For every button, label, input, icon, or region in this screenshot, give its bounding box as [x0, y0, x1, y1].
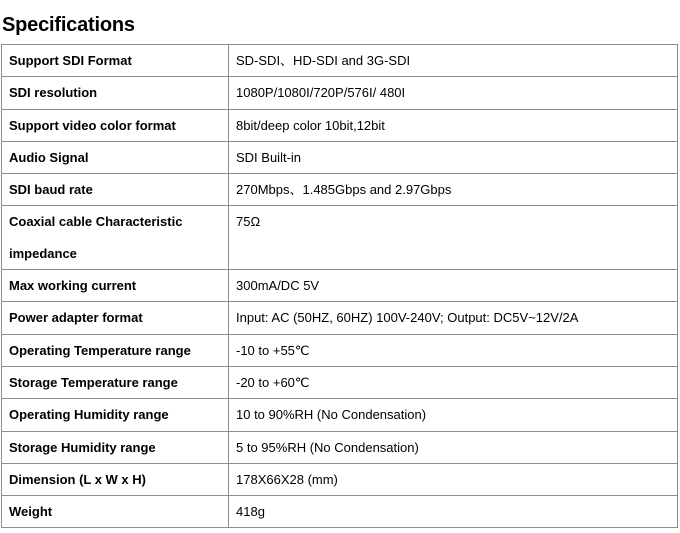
spec-value: 10 to 90%RH (No Condensation) — [229, 399, 678, 431]
spec-label: Max working current — [2, 270, 229, 302]
spec-label: Weight — [2, 496, 229, 528]
spec-label: Dimension (L x W x H) — [2, 463, 229, 495]
spec-value: -20 to +60℃ — [229, 366, 678, 398]
table-row — [2, 206, 678, 270]
spec-value: 178X66X28 (mm) — [229, 463, 678, 495]
table-row — [2, 77, 678, 109]
spec-label: Support SDI Format — [2, 45, 229, 77]
spec-label — [2, 206, 229, 270]
table-row — [2, 463, 678, 495]
table-row — [2, 45, 678, 77]
spec-value: 8bit/deep color 10bit,12bit — [229, 109, 678, 141]
table-row — [2, 399, 678, 431]
spec-label: Operating Temperature range — [2, 334, 229, 366]
spec-label: Power adapter format — [2, 302, 229, 334]
spec-value: 270Mbps、1.485Gbps and 2.97Gbps — [229, 174, 678, 206]
spec-value: SDI Built-in — [229, 141, 678, 173]
table-row — [2, 141, 678, 173]
spec-value: 300mA/DC 5V — [229, 270, 678, 302]
table-row — [2, 431, 678, 463]
spec-value: 1080P/1080I/720P/576I/ 480I — [229, 77, 678, 109]
table-row — [2, 174, 678, 206]
table-row — [2, 109, 678, 141]
spec-value: Input: AC (50HZ, 60HZ) 100V-240V; Output: DC5V~12V/2A — [229, 302, 678, 334]
spec-label: Audio Signal — [2, 141, 229, 173]
spec-label: Storage Temperature range — [2, 366, 229, 398]
spec-label: Storage Humidity range — [2, 431, 229, 463]
spec-value: 75Ω — [229, 206, 678, 270]
table-row — [2, 302, 678, 334]
spec-label: Operating Humidity range — [2, 399, 229, 431]
spec-value: 5 to 95%RH (No Condensation) — [229, 431, 678, 463]
table-row — [2, 496, 678, 528]
spec-label: Support video color format — [2, 109, 229, 141]
spec-label-line: impedance — [9, 245, 77, 261]
spec-value: 418g — [229, 496, 678, 528]
spec-label: SDI baud rate — [2, 174, 229, 206]
page-title: Specifications — [2, 14, 135, 36]
spec-label: SDI resolution — [2, 77, 229, 109]
table-row — [2, 270, 678, 302]
spec-value: -10 to +55℃ — [229, 334, 678, 366]
table-row — [2, 334, 678, 366]
spec-label-line: Coaxial cable Characteristic — [9, 214, 183, 230]
spec-value: SD-SDI、HD-SDI and 3G-SDI — [229, 45, 678, 77]
specifications-table — [1, 44, 678, 528]
table-row — [2, 366, 678, 398]
